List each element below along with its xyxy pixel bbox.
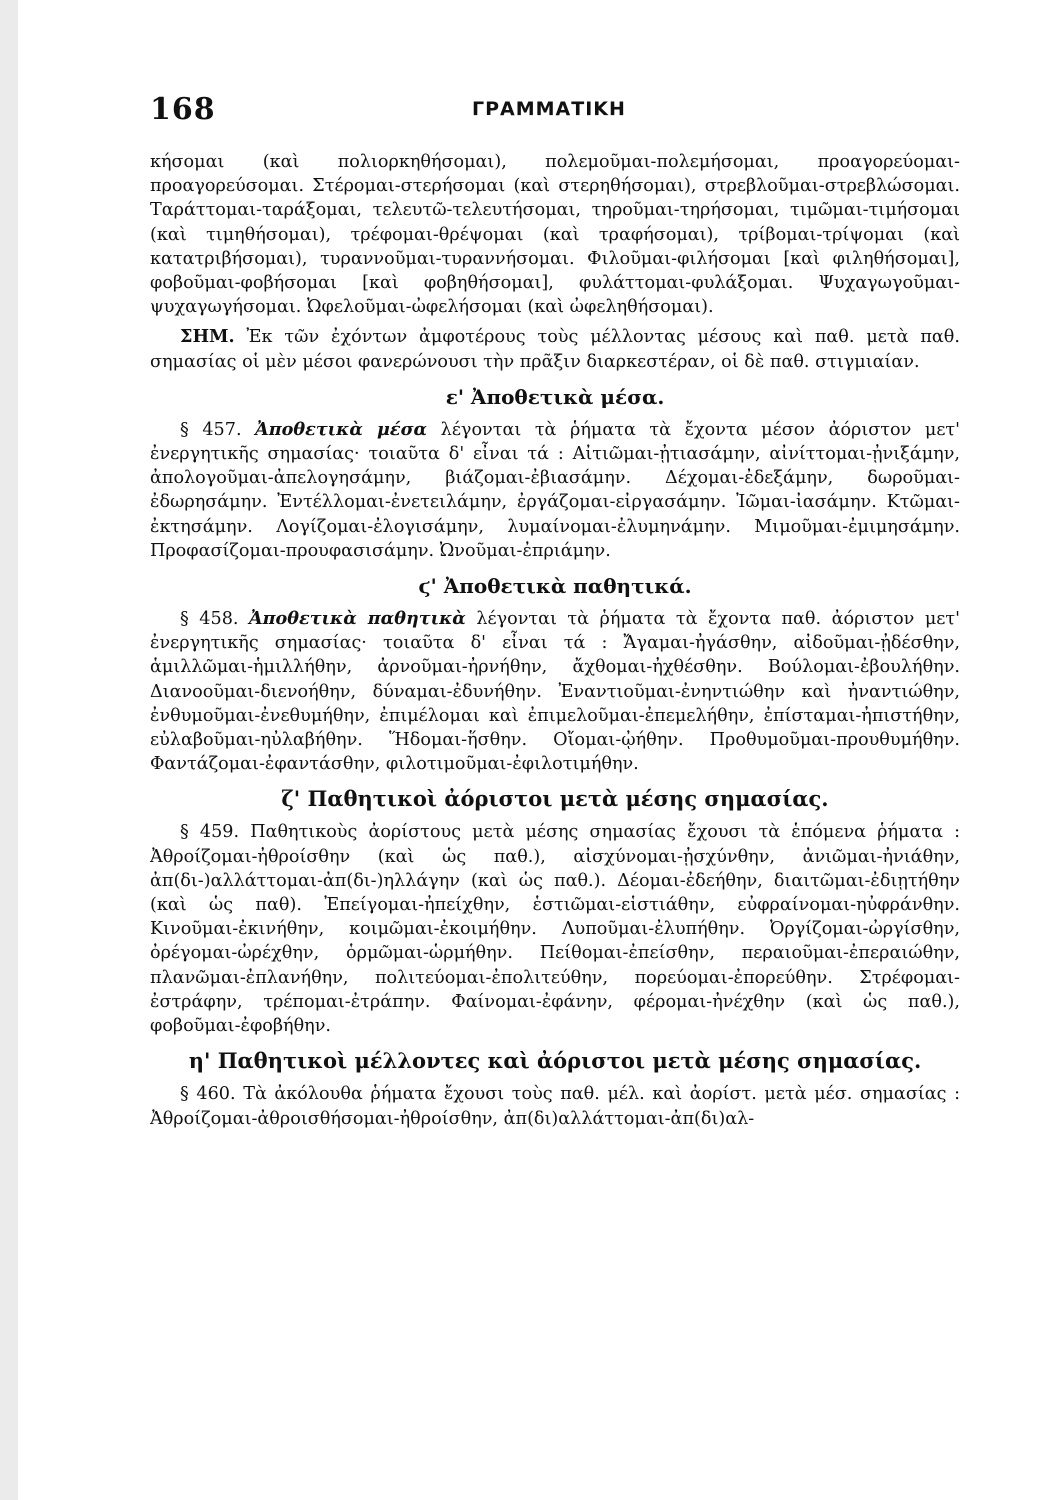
- section-paragraph-457: [150, 418, 960, 563]
- section-heading-e: ε' Ἀποθετικὰ μέσα.: [445, 384, 665, 409]
- section-heading-h: η' Παθητικοὶ μέλλοντες καὶ ἀόριστοι μετὰ μέσης σημασίας.: [188, 1048, 922, 1074]
- page-header: [150, 92, 950, 132]
- page-number: 168: [150, 92, 216, 127]
- section-text: λέγονται τὰ ῥήματα τὰ ἔχοντα μέσον ἀόριστον μετ' ἐνεργητικῆς σημασίας· τοιαῦτα δ' εἶναι τά : Αἰτιῶμαι-ᾐτιασάμην, αἰνίττομαι-ᾐνιξάμην, ἀπολογοῦμαι-ἀπελογησάμην, βιάζομαι-ἐβιασάμην. Δέχομαι-ἐδεξάμην, δωροῦμαι-ἐδωρησάμην. Ἐντέλλομαι-ἐνετειλάμην, ἐργάζομαι-εἰργασάμην. Ἰῶμαι-ἰασάμην. Κτῶμαι-ἐκτησάμην. Λογίζομαι-ἐλογισάμην, λυμαίνομαι-ἐλυμηνάμην. Μιμοῦμαι-ἐμιμησάμην. Προφασίζομαι-προυφασισάμην. Ὠνοῦμαι-ἐπριάμην.: [150, 419, 960, 561]
- note-label: ΣΗΜ.: [180, 326, 235, 348]
- section-text: Παθητικοὺς ἀορίστους μετὰ μέσης σημασίας ἔχουσι τὰ ἑπόμενα ῥήματα : Ἀθροίζομαι-ἠθροίσθην (καὶ ὡς παθ.), αἰσχύνομαι-ᾐσχύνθην, ἀνιῶμαι-ἠνιάθην, ἀπ(δι-)αλλάττομαι-ἀπ(δι-)ηλλάγην (καὶ ὡς παθ.). Δέομαι-ἐδεήθην, διαιτῶμαι-ἐδιῃτήθην (καὶ ὡς παθ). Ἐπείγομαι-ἠπείχθην, ἑστιῶμαι-εἱστιάθην, εὐφραίνομαι-ηὐφράνθην. Κινοῦμαι-ἐκινήθην, κοιμῶμαι-ἐκοιμήθην. Λυποῦμαι-ἐλυπήθην. Ὀργίζομαι-ὠργίσθην, ὀρέγομαι-ὠρέχθην, ὁρμῶμαι-ὡρμήθην. Πείθομαι-ἐπείσθην, περαιοῦμαι-ἐπεραιώθην, πλανῶμαι-ἐπλανήθην, πολιτεύομαι-ἐπολιτεύθην, πορεύομαι-ἐπορεύθην. Στρέφομαι-ἐστράφην, τρέπομαι-ἐτράπην. Φαίνομαι-ἐφάνην, φέρομαι-ἠνέχθην (καὶ ὡς παθ.), φοβοῦμαι-ἐφοβήθην.: [150, 822, 960, 1037]
- section-text: Τὰ ἀκόλουθα ῥήματα ἔχουσι τοὺς παθ. μέλ. καὶ ἀορίστ. μετὰ μέσ. σημασίας : Ἀθροίζομαι-ἀθροισθήσομαι-ἠθροίσθην, ἀπ(δι)αλλάττομαι-ἀπ(δι)αλ-: [150, 1084, 960, 1129]
- section-paragraph-458: [150, 607, 960, 776]
- section-term: Ἀποθετικὰ μέσα: [255, 418, 428, 440]
- section-heading-st: ϛ' Ἀποθετικὰ παθητικά.: [418, 574, 692, 599]
- section-mark: § 460.: [180, 1084, 236, 1105]
- section-mark: § 458.: [180, 609, 239, 630]
- section-text: λέγονται τὰ ῥήματα τὰ ἔχοντα παθ. ἀόριστον μετ' ἐνεργητικῆς σημασίας· τοιαῦτα δ' εἶναι τά : Ἄγαμαι-ἠγάσθην, αἰδοῦμαι-ᾐδέσθην, ἁμιλλῶμαι-ἡμιλλήθην, ἀρνοῦμαι-ἠρνήθην, ἄχθομαι-ἠχθέσθην. Βούλομαι-ἐβουλήθην. Διανοοῦμαι-διενοήθην, δύναμαι-ἐδυνήθην. Ἐναντιοῦμαι-ἐνηντιώθην καὶ ἠναντιώθην, ἐνθυμοῦμαι-ἐνεθυμήθην, ἐπιμέλομαι καὶ ἐπιμελοῦμαι-ἐπεμελήθην, ἐπίσταμαι-ἠπιστήθην, εὐλαβοῦμαι-ηὐλαβήθην. Ἥδομαι-ἥσθην. Οἴομαι-ᾠήθην. Προθυμοῦμαι-προυθυμήθην. Φαντάζομαι-ἐφαντάσθην, φιλοτιμοῦμαι-ἐφιλοτιμήθην.: [150, 609, 960, 775]
- page-edge-shadow: [0, 0, 18, 1500]
- page-body: [150, 150, 960, 1131]
- section-mark: § 457.: [180, 419, 242, 440]
- running-title: ΓΡΑΜΜΑΤΙΚΗ: [472, 98, 626, 120]
- section-paragraph-459: [150, 820, 960, 1038]
- section-heading-z: ζ' Παθητικοὶ ἀόριστοι μετὰ μέσης σημασίας.: [281, 786, 829, 812]
- section-mark: § 459.: [180, 822, 240, 843]
- section-paragraph-460: [150, 1082, 960, 1130]
- opening-paragraph: κήσομαι (καὶ πολιορκηθήσομαι), πολεμοῦμαι-πολεμήσομαι, προαγορεύομαι-προαγορεύσομαι. Στέρομαι-στερήσομαι (καὶ στερηθήσομαι), στρεβλοῦμαι-στρεβλώσομαι. Ταράττομαι-ταράξομαι, τελευτῶ-τελευτήσομαι, τηροῦμαι-τηρήσομαι, τιμῶμαι-τιμήσομαι (καὶ τιμηθήσομαι), τρέφομαι-θρέψομαι (καὶ τραφήσομαι), τρίβομαι-τρίψομαι (καὶ κατατριβήσομαι), τυραννοῦμαι-τυραννήσομαι. Φιλοῦμαι-φιλήσομαι [καὶ φιληθήσομαι], φοβοῦμαι-φοβήσομαι [καὶ φοβηθήσομαι], φυλάττομαι-φυλάξομαι. Ψυχαγωγοῦμαι-ψυχαγωγήσομαι. Ὠφελοῦμαι-ὠφελήσομαι (καὶ ὠφεληθήσομαι).: [150, 152, 960, 318]
- note-paragraph: [150, 325, 960, 373]
- section-term: Ἀποθετικὰ παθητικὰ: [249, 608, 466, 630]
- note-text: Ἐκ τῶν ἐχόντων ἀμφοτέρους τοὺς μέλλοντας μέσους καὶ παθ. μετὰ παθ. σημασίας οἱ μὲν μέσοι φανερώνουσι τὴν πρᾶξιν διαρκεστέραν, οἱ δὲ παθ. στιγμιαίαν.: [150, 327, 960, 372]
